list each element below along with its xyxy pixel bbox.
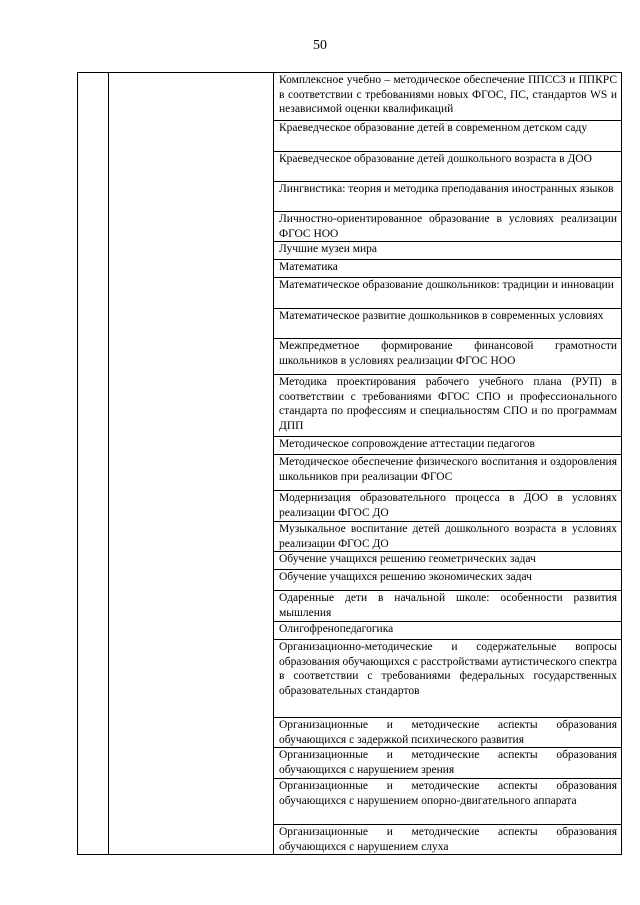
course-title-cell [274, 73, 622, 121]
course-title: Обучение учащихся решению геометрических задач [279, 553, 536, 565]
number-column-cell [78, 73, 109, 855]
course-table [77, 72, 617, 855]
course-title: Краеведческое образование детей в современном детском саду [279, 122, 588, 134]
course-title-cell [274, 455, 622, 491]
course-title: Организационные и методические аспекты образования обучающихся с нарушением зрения [279, 749, 617, 776]
course-title: Математическое развитие дошкольников в современных условиях [279, 310, 604, 322]
course-title: Лингвистика: теория и методика преподавания иностранных языков [279, 183, 614, 195]
course-title: Математика [279, 261, 338, 273]
course-title-cell [274, 309, 622, 339]
course-title-cell [274, 718, 622, 748]
course-title: Комплексное учебно – методическое обеспечение ППССЗ и ППКРС в соответствии с требованиями новых ФГОС, ПС, стандартов WS и независимой оценки квалификаций [279, 74, 617, 115]
table-row [78, 73, 622, 121]
course-title-cell [274, 779, 622, 825]
page-number: 50 [313, 38, 327, 53]
course-title-cell [274, 152, 622, 182]
course-title: Организационно-методические и содержательные вопросы образования обучающихся с расстройствами аутистического спектра в соответствии с требованиями федеральных государственных образовательных стандартов [279, 641, 617, 697]
course-title-cell [274, 591, 622, 622]
course-title: Одаренные дети в начальной школе: особенности развития мышления [279, 592, 617, 619]
course-title-cell [274, 622, 622, 640]
course-title-cell [274, 825, 622, 855]
course-title-cell [274, 491, 622, 522]
course-title-cell [274, 640, 622, 718]
course-title: Математическое образование дошкольников: традиции и инновации [279, 279, 614, 291]
course-title-cell [274, 570, 622, 591]
course-title: Краеведческое образование детей дошкольного возраста в ДОО [279, 153, 592, 165]
course-title-cell [274, 522, 622, 552]
course-title: Организационные и методические аспекты образования обучающихся с задержкой психического развития [279, 719, 617, 746]
course-title: Олигофренопедагогика [279, 623, 394, 635]
course-title-cell [274, 748, 622, 779]
course-title: Организационные и методические аспекты образования обучающихся с нарушением слуха [279, 826, 617, 853]
course-title: Личностно-ориентированное образование в условиях реализации ФГОС НОО [279, 213, 617, 240]
course-title: Методика проектирования рабочего учебного плана (РУП) в соответствии с требованиями ФГОС СПО и профессионального стандарта по профессиям и специальностям СПО и по программам ДПП [279, 376, 617, 432]
course-title-cell [274, 375, 622, 437]
course-title-cell [274, 260, 622, 278]
course-title-cell [274, 182, 622, 212]
course-title: Лучшие музеи мира [279, 243, 378, 255]
course-title: Обучение учащихся решению экономических задач [279, 571, 532, 583]
course-title-cell [274, 121, 622, 152]
course-title-cell [274, 242, 622, 260]
course-title-cell [274, 437, 622, 455]
course-title: Межпредметное формирование финансовой грамотности школьников в условиях реализации ФГОС НОО [279, 340, 617, 367]
course-title: Методическое обеспечение физического воспитания и оздоровления школьников при реализации ФГОС [279, 456, 617, 483]
course-title: Организационные и методические аспекты образования обучающихся с нарушением опорно-двигательного аппарата [279, 780, 617, 807]
course-title: Модернизация образовательного процесса в ДОО в условиях реализации ФГОС ДО [279, 492, 617, 519]
course-title-cell [274, 278, 622, 309]
category-column-cell [109, 73, 274, 855]
course-title-cell [274, 212, 622, 242]
course-title-cell [274, 552, 622, 570]
course-title: Музыкальное воспитание детей дошкольного возраста в условиях реализации ФГОС ДО [279, 523, 617, 550]
course-title: Методическое сопровождение аттестации педагогов [279, 438, 535, 450]
course-title-cell [274, 339, 622, 375]
